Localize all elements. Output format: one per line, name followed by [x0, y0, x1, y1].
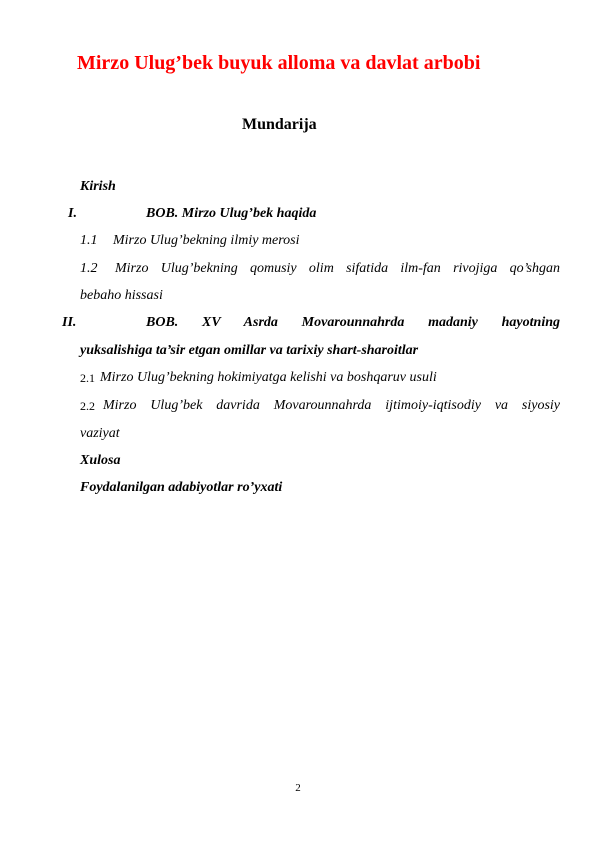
toc-section-1-1-title: Mirzo Ulug’bekning ilmiy merosi [113, 233, 300, 248]
toc-section-1-2-number: 1.2 [80, 261, 98, 276]
toc-section-2-1-title: Mirzo Ulug’bekning hokimiyatga kelishi va boshqaruv usuli [100, 370, 437, 385]
toc-section-1-2-title: Mirzo Ulug’bekning qomusiy olim sifatida ilm-fan rivojiga qo’shgan [115, 261, 560, 276]
document-title: Mirzo Ulug’bek buyuk alloma va davlat arbobi [77, 52, 481, 74]
toc-heading: Mundarija [242, 116, 317, 133]
toc-conclusion: Xulosa [80, 453, 121, 468]
toc-references: Foydalanilgan adabiyotlar ro’yxati [80, 480, 283, 495]
toc-chapter1-number: I. [68, 206, 77, 221]
toc-chapter2-title-cont: yuksalishiga ta’sir etgan omillar va tarixiy shart-sharoitlar [80, 343, 419, 358]
toc-section-2-1-number: 2.1 [80, 371, 95, 385]
toc-section-2-2-title: Mirzo Ulug’bek davrida Movarounnahrda ijtimoiy-iqtisodiy va siyosiy [103, 398, 560, 413]
toc-chapter1-title: BOB. Mirzo Ulug’bek haqida [146, 206, 317, 221]
toc-intro: Kirish [80, 179, 116, 194]
toc-section-1-2-title-cont: bebaho hissasi [80, 288, 163, 303]
toc-section-2-2-title-cont: vaziyat [80, 426, 120, 441]
toc-chapter2-title: BOB. XV Asrda Movarounnahrda madaniy hayotning [146, 315, 560, 330]
page-number: 2 [295, 782, 301, 794]
toc-chapter2-number: II. [62, 315, 77, 330]
toc-section-1-1-number: 1.1 [80, 233, 98, 248]
toc-section-2-2-number: 2.2 [80, 399, 95, 413]
